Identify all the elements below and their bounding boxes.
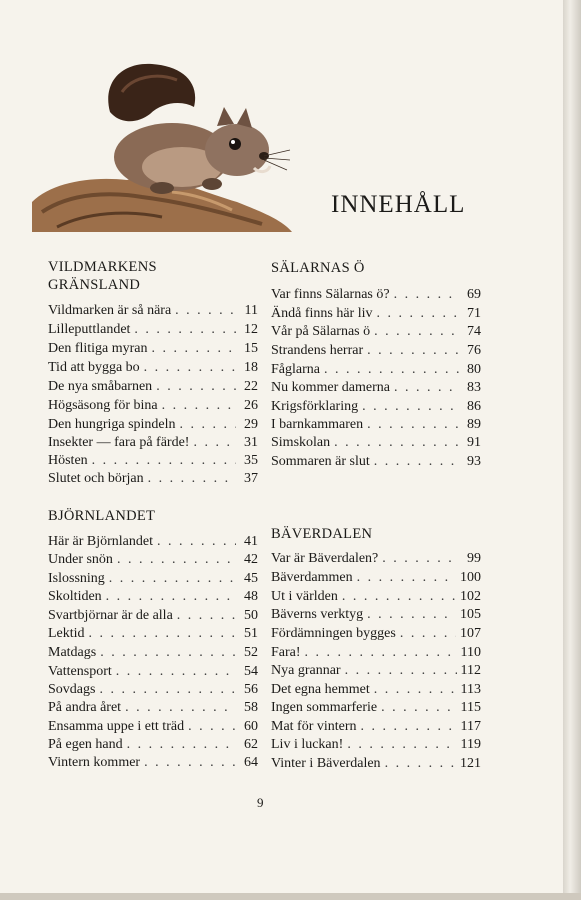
toc-entry-page: 71 (467, 306, 481, 321)
toc-entry-page: 89 (467, 417, 481, 432)
leader-dots (99, 680, 236, 699)
toc-entry-title: Vinter i Bäverdalen (271, 756, 381, 771)
toc-entry-title: Lektid (48, 626, 85, 641)
section-heading: SÄLARNAS Ö (271, 260, 365, 276)
toc-entry-page: 113 (460, 682, 481, 697)
section-heading-line: GRÄNSLAND (48, 277, 141, 293)
toc-entry-page: 69 (467, 287, 481, 302)
toc-entry-page: 12 (244, 322, 258, 337)
leader-dots (106, 587, 236, 606)
toc-entry-title: Bäverns verktyg (271, 607, 364, 622)
toc-entry[interactable] (48, 320, 258, 339)
toc-entry-title: Strandens herrar (271, 343, 364, 358)
toc-entry[interactable] (271, 661, 481, 680)
toc-entry[interactable] (48, 643, 258, 662)
toc-entry-title: I barnkammaren (271, 417, 364, 432)
leader-dots (367, 605, 456, 624)
toc-entry-title: Ingen sommarferie (271, 700, 378, 715)
leader-dots (177, 606, 236, 625)
toc-entry-page: 74 (467, 324, 481, 339)
toc-entry-title: Mat för vintern (271, 719, 357, 734)
section-heading (48, 258, 157, 294)
toc-entry-title: Fördämningen bygges (271, 626, 396, 641)
toc-entry-title: Det egna hemmet (271, 682, 370, 697)
toc-entry-page: 83 (467, 380, 481, 395)
toc-entry-page: 60 (244, 719, 258, 734)
toc-entry-title: Vår på Sälarnas ö (271, 324, 371, 339)
toc-entry[interactable] (271, 754, 481, 773)
toc-entry[interactable] (271, 285, 481, 304)
toc-entry-page: 22 (244, 379, 258, 394)
toc-entry-page: 15 (244, 341, 258, 356)
toc-entry[interactable] (48, 415, 258, 434)
toc-entry-title: Nya grannar (271, 663, 341, 678)
toc-entry[interactable] (48, 717, 258, 736)
toc-entry-title: Ut i världen (271, 589, 338, 604)
toc-entry-page: 117 (460, 719, 481, 734)
leader-dots (324, 360, 459, 379)
toc-entry-page: 52 (244, 645, 258, 660)
toc-entry-title: Skoltiden (48, 589, 102, 604)
leader-dots (144, 753, 236, 772)
leader-dots (144, 358, 236, 377)
toc-entry-title: Var finns Sälarnas ö? (271, 287, 390, 302)
toc-entry-title: Matdags (48, 645, 97, 660)
toc-entry[interactable] (48, 532, 258, 551)
leader-dots (89, 624, 236, 643)
section-heading: BJÖRNLANDET (48, 508, 156, 524)
toc-entry-title: Nu kommer damerna (271, 380, 390, 395)
toc-entry-title: Simskolan (271, 435, 331, 450)
toc-entry-page: 105 (460, 607, 481, 622)
leader-dots (357, 568, 456, 587)
toc-entry-title: Bäverdammen (271, 570, 353, 585)
toc-entry-title: Vintern kommer (48, 755, 141, 770)
leader-dots (117, 550, 236, 569)
leader-dots (394, 285, 459, 304)
toc-entry[interactable] (48, 698, 258, 717)
toc-entry-page: 56 (244, 682, 258, 697)
toc-entry-page: 107 (460, 626, 481, 641)
toc-entry[interactable] (48, 569, 258, 588)
toc-entry[interactable] (271, 549, 481, 568)
toc-entry-page: 99 (467, 551, 481, 566)
toc-entry-title: Krigsförklaring (271, 399, 359, 414)
leader-dots (385, 754, 456, 773)
toc-entry[interactable] (271, 698, 481, 717)
toc-entry[interactable] (271, 624, 481, 643)
leader-dots (134, 320, 236, 339)
leader-dots (156, 377, 236, 396)
toc-entry-title: Svartbjörnar är de alla (48, 608, 173, 623)
toc-entry[interactable] (271, 341, 481, 360)
leader-dots (367, 341, 459, 360)
toc-entry-page: 64 (244, 755, 258, 770)
toc-entry[interactable] (271, 680, 481, 699)
toc-entry-page: 80 (467, 362, 481, 377)
leader-dots (345, 661, 457, 680)
toc-entry[interactable] (48, 339, 258, 358)
page-edge (563, 0, 581, 900)
leader-dots (188, 717, 236, 736)
toc-entry-title: Insekter — fara på färde! (48, 435, 190, 450)
toc-entry-page: 121 (460, 756, 481, 771)
toc-entry-page: 112 (460, 663, 481, 678)
toc-entry-title: De nya småbarnen (48, 379, 153, 394)
toc-entry[interactable] (271, 587, 481, 606)
toc-entry[interactable] (271, 378, 481, 397)
toc-entry[interactable] (48, 377, 258, 396)
toc-entry-title: Vattensport (48, 664, 112, 679)
toc-entry-title: Islossning (48, 571, 105, 586)
leader-dots (92, 451, 236, 470)
leader-dots (193, 433, 236, 452)
toc-entry-title: Här är Björnlandet (48, 534, 153, 549)
toc-entry[interactable] (48, 587, 258, 606)
section-heading: BÄVERDALEN (271, 526, 373, 542)
toc-entry-page: 119 (460, 737, 481, 752)
toc-entry[interactable] (48, 396, 258, 415)
leader-dots (334, 433, 459, 452)
toc-entry-title: Var är Bäverdalen? (271, 551, 379, 566)
toc-entry-page: 91 (467, 435, 481, 450)
toc-entry[interactable] (48, 680, 258, 699)
toc-entry-title: Fara! (271, 645, 301, 660)
leader-dots (305, 643, 457, 662)
toc-entry-page: 37 (244, 471, 258, 486)
section-heading-line: VILDMARKENS (48, 259, 157, 275)
leader-dots (347, 735, 456, 754)
leader-dots (125, 698, 236, 717)
toc-entry-title: Högsäsong för bina (48, 398, 158, 413)
toc-entry-page: 102 (460, 589, 481, 604)
leader-dots (374, 452, 459, 471)
toc-entry[interactable] (48, 662, 258, 681)
toc-entry[interactable] (271, 397, 481, 416)
toc-entry-title: Ändå finns här liv (271, 306, 373, 321)
toc-entry-page: 110 (460, 645, 481, 660)
toc-entry[interactable] (48, 358, 258, 377)
toc-entry-page: 50 (244, 608, 258, 623)
toc-entry-page: 54 (244, 664, 258, 679)
leader-dots (374, 322, 459, 341)
toc-entry[interactable] (48, 469, 258, 488)
toc-entry[interactable] (271, 322, 481, 341)
toc-entry[interactable] (271, 717, 481, 736)
toc-entry-title: Lilleputtlandet (48, 322, 131, 337)
leader-dots (175, 301, 236, 320)
toc-entry-page: 29 (244, 417, 258, 432)
toc-entry-title: Tid att bygga bo (48, 360, 140, 375)
toc-entry[interactable] (271, 304, 481, 323)
page-title: INNEHÅLL (331, 190, 466, 218)
toc-entry-title: Ensamma uppe i ett träd (48, 719, 185, 734)
toc-entry[interactable] (271, 643, 481, 662)
toc-entry[interactable] (271, 605, 481, 624)
toc-entry-page: 86 (467, 399, 481, 414)
toc-entry-page: 31 (244, 435, 258, 450)
toc-entry-page: 76 (467, 343, 481, 358)
leader-dots (162, 396, 236, 415)
toc-entry[interactable] (48, 624, 258, 643)
toc-entry[interactable] (271, 452, 481, 471)
toc-entry-title: På egen hand (48, 737, 123, 752)
toc-entry-title: Den hungriga spindeln (48, 417, 176, 432)
toc-entry-title: Vildmarken är så nära (48, 303, 172, 318)
toc-entry-title: Hösten (48, 453, 88, 468)
leader-dots (394, 378, 459, 397)
toc-entry-page: 35 (244, 453, 258, 468)
toc-entry-page: 26 (244, 398, 258, 413)
toc-entry-page: 62 (244, 737, 258, 752)
toc-entry[interactable] (48, 606, 258, 625)
leader-dots (362, 397, 459, 416)
leader-dots (400, 624, 456, 643)
leader-dots (148, 469, 236, 488)
toc-entry-page: 115 (460, 700, 481, 715)
toc-entry[interactable] (271, 568, 481, 587)
toc-entry-page: 51 (244, 626, 258, 641)
leader-dots (100, 643, 236, 662)
leader-dots (127, 735, 236, 754)
leader-dots (109, 569, 236, 588)
toc-entry-page: 48 (244, 589, 258, 604)
toc-entry-page: 18 (244, 360, 258, 375)
toc-entry-title: Den flitiga myran (48, 341, 148, 356)
toc-entry-page: 42 (244, 552, 258, 567)
leader-dots (367, 415, 459, 434)
leader-dots (152, 339, 236, 358)
page-number: 9 (257, 795, 264, 810)
leader-dots (382, 549, 459, 568)
toc-entry[interactable] (48, 433, 258, 452)
toc-entry[interactable] (48, 550, 258, 569)
toc-entry[interactable] (271, 415, 481, 434)
leader-dots (361, 717, 457, 736)
toc-entry-page: 11 (244, 303, 258, 318)
toc-entry-title: Sommaren är slut (271, 454, 370, 469)
toc-entry[interactable] (48, 753, 258, 772)
toc-entry-page: 45 (244, 571, 258, 586)
toc-entry-title: Under snön (48, 552, 113, 567)
leader-dots (374, 680, 457, 699)
toc-entry[interactable] (271, 360, 481, 379)
toc-entry[interactable] (48, 301, 258, 320)
toc-entry-title: Fåglarna (271, 362, 320, 377)
toc-entry[interactable] (271, 735, 481, 754)
toc-entry-title: Sovdags (48, 682, 96, 697)
toc-entry-title: Slutet och början (48, 471, 144, 486)
toc-entry-title: Liv i luckan! (271, 737, 344, 752)
leader-dots (157, 532, 236, 551)
toc-entry-page: 58 (244, 700, 258, 715)
leader-dots (381, 698, 456, 717)
toc-entry-title: På andra året (48, 700, 122, 715)
leader-dots (180, 415, 236, 434)
toc-entry[interactable] (48, 735, 258, 754)
leader-dots (116, 662, 236, 681)
leader-dots (376, 304, 459, 323)
toc-entry[interactable] (48, 451, 258, 470)
page-bottom-edge (0, 893, 581, 900)
squirrel-illustration (32, 52, 292, 232)
toc-entry[interactable] (271, 433, 481, 452)
toc-entry-page: 100 (460, 570, 481, 585)
toc-entry-page: 41 (244, 534, 258, 549)
leader-dots (342, 587, 456, 606)
toc-entry-page: 93 (467, 454, 481, 469)
